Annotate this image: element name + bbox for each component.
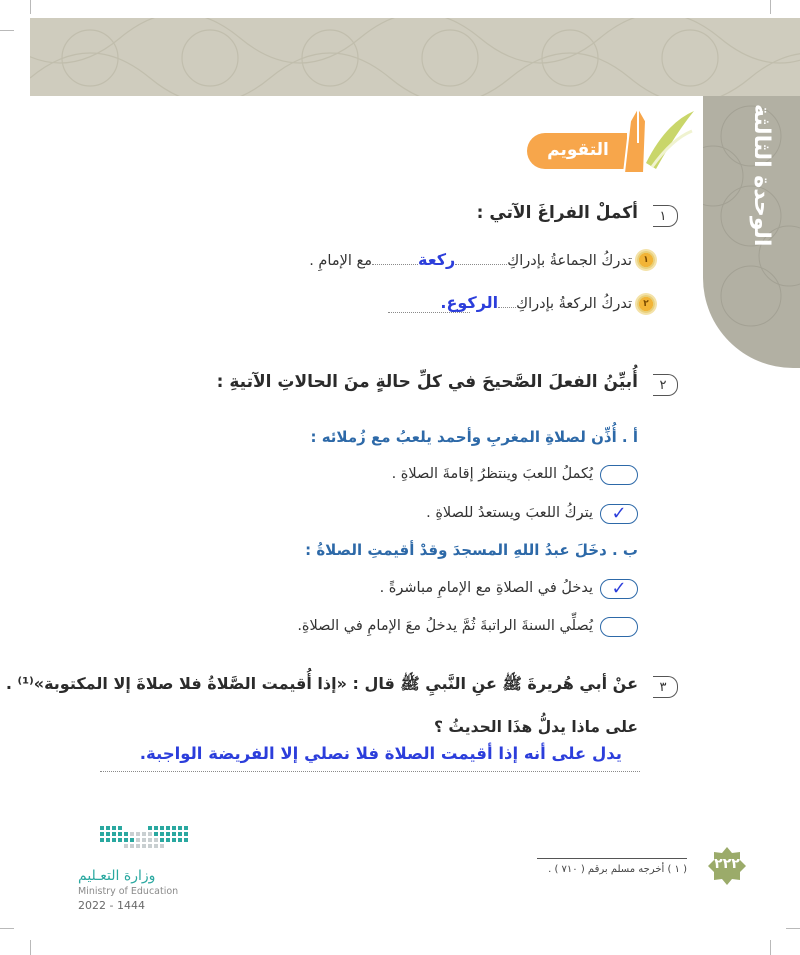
case-a-option-1: يُكملُ اللعبَ وينتظرُ إقامةَ الصلاةِ .: [391, 466, 593, 482]
option-checkbox[interactable]: [600, 465, 638, 485]
banner-pattern: [30, 18, 800, 96]
crop-mark: [30, 940, 31, 955]
option-checkbox[interactable]: [600, 579, 638, 599]
bullet-flower-icon: [637, 295, 655, 313]
fill-item-2-trailing-dots: [388, 312, 470, 313]
question-3-number-text: ٣: [659, 679, 667, 695]
footnote: ( ١ ) أخرجه مسلم برقم ( ٧١٠ ) .: [548, 864, 687, 875]
crop-mark: [770, 0, 771, 14]
crop-mark: [30, 0, 31, 14]
fill-item-1-after: مع الإمامِ .: [309, 253, 372, 269]
footnote-divider: [537, 858, 687, 859]
fill-item-1-dots: [455, 264, 507, 265]
pen-icon: [616, 103, 696, 175]
ministry-name-arabic: وزارة التعـليم: [78, 868, 156, 884]
ministry-name-english: Ministry of Education: [78, 886, 179, 897]
option-checkbox[interactable]: [600, 504, 638, 524]
case-b-heading: ب . دخَلَ عبدُ اللهِ المسجدَ وقدْ أقيمتِ الصلاةُ :: [305, 541, 638, 559]
case-b-option-1: يدخلُ في الصلاةِ مع الإمامِ مباشرةً .: [379, 580, 593, 596]
crop-mark: [0, 30, 14, 31]
option-check-mark: ✓: [611, 503, 627, 524]
unit-title: الوحدة الثالثة: [749, 103, 774, 247]
fill-item-1-answer: ركعة: [418, 250, 456, 269]
question-3-answer: يدل على أنه إذا أقيمت الصلاة فلا نصلي إلا الفريضة الواجبة.: [139, 744, 622, 763]
question-3-hadith: عنْ أبي هُريرةَ ﷺ عنِ النَّبيِ ﷺ قال : «إذا أُقيمت الصَّلاةُ فلا صلاةَ إلا المكتوبة»⁽¹⁾ .: [5, 674, 638, 693]
case-a-option-2: يتركُ اللعبَ ويستعدُ للصلاةِ .: [426, 505, 593, 521]
section-tag-label: التقويم: [547, 140, 609, 160]
fill-item-2-dots: [498, 307, 516, 308]
crop-mark: [770, 940, 771, 955]
item-2-num: ٢: [643, 299, 649, 309]
ministry-year: 2022 - 1444: [78, 899, 145, 912]
question-2-number-text: ٢: [659, 377, 667, 393]
crop-mark: [0, 928, 14, 929]
option-check-mark: ✓: [611, 578, 627, 599]
question-3-number: [653, 676, 678, 698]
fill-item-2: [440, 293, 632, 312]
question-1-title: أكملْ الفراغَ الآتي :: [476, 203, 638, 223]
question-3-question: على ماذا يدلُّ هذَا الحديثُ ؟: [434, 718, 638, 736]
fill-item-2-before: تدركُ الركعةُ بإدراكِ: [516, 296, 632, 312]
fill-item-1: [309, 250, 632, 269]
question-2-title: أُبيِّنُ الفعلَ الصَّحيحَ في كلِّ حالةٍ منَ الحالاتِ الآتيةِ :: [216, 372, 638, 392]
question-1-number-text: ١: [659, 208, 667, 224]
item-1-num: ١: [643, 255, 649, 265]
fill-item-2-answer: الركوع.: [440, 293, 499, 312]
option-checkbox[interactable]: [600, 617, 638, 637]
question-2-number: [653, 374, 678, 396]
case-a-heading: أ . أُذِّن لصلاةِ المغربِ وأحمد يلعبُ مع زُملائه :: [310, 428, 638, 446]
ministry-logo-icon: [100, 826, 190, 862]
page-number: ٢٢٢: [714, 856, 740, 872]
question-1-number: [653, 205, 678, 227]
fill-item-1-before: تدركُ الجماعةُ بإدراكِ: [507, 253, 632, 269]
crop-mark: [786, 928, 800, 929]
case-b-option-2: يُصلِّي السنةَ الراتبةَ ثُمَّ يدخلُ معَ الإمامِ في الصلاةِ.: [297, 618, 593, 634]
fill-item-1-dots-2: [372, 264, 418, 265]
header-banner: [30, 18, 800, 96]
bullet-flower-icon: [637, 251, 655, 269]
answer-line: [100, 771, 640, 772]
